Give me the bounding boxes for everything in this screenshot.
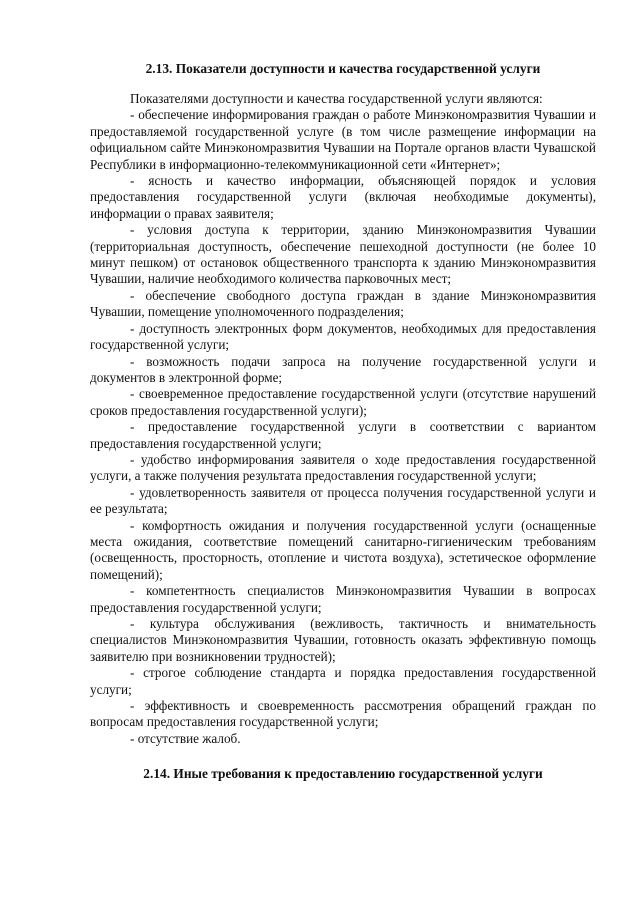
section-heading-2-13: 2.13. Показатели доступности и качества государственной услуги (145, 61, 541, 76)
list-item: - обеспечение информирования граждан о работе Минэкономразвития Чувашии и предоставляемой государственной услуге (в том числе размещение информации на официальном сайте Минэкономразвития Чувашии на Портале органов власти Чувашской Республики в информационно-телекоммуникационной сети «Интернет»; (90, 107, 596, 172)
list-item: - отсутствие жалоб. (130, 730, 241, 746)
list-item: - обеспечение свободного доступа граждан в здание Минэкономразвития Чувашии, помещение уполномоченного подразделения; (90, 287, 596, 320)
list-item: - удовлетворенность заявителя от процесса получения государственной услуги и ее результата; (90, 484, 596, 517)
list-item: - своевременное предоставление государственной услуги (отсутствие нарушений сроков предоставления государственной услуги); (90, 386, 596, 418)
list-item: - условия доступа к территории, зданию Минэкономразвития Чувашии (территориальная доступность, обеспечение пешеходной доступности (не более 10 минут пешком) от остановок общественного транспорта к зданию Минэкономразвития Чувашии, наличие необходимого количества парковочных мест; (90, 222, 596, 287)
list-item: - культура обслуживания (вежливость, тактичность и внимательность специалистов Минэкономразвития Чувашии, готовность оказать эффективную помощь заявителю при возникновении трудностей); (90, 616, 596, 664)
list-item: - комфортность ожидания и получения государственной услуги (оснащенные места ожидания, соответствие помещений санитарно-гигиеническим требованиям (освещенность, просторность, отопление и чистота воздуха), эстетическое оформление помещений); (90, 517, 596, 582)
intro-paragraph: Показателями доступности и качества государственной услуги являются: (130, 91, 543, 106)
list-item: - доступность электронных форм документов, необходимых для предоставления государственной услуги; (90, 320, 596, 353)
list-item: - предоставление государственной услуги в соответствии с вариантом предоставления государственной услуги; (90, 419, 596, 451)
list-item: - ясность и качество информации, объясняющей порядок и условия предоставления государственной услуги (включая необходимые документы), информации о правах заявителя; (90, 173, 596, 221)
list-item: - компетентность специалистов Минэкономразвития Чувашии в вопросах предоставления государственной услуги; (90, 583, 596, 615)
list-item: - эффективность и своевременность рассмотрения обращений граждан по вопросам предоставления государственной услуги; (90, 698, 596, 730)
list-item: - возможность подачи запроса на получение государственной услуги и документов в электронной форме; (90, 353, 596, 385)
list-item: - удобство информирования заявителя о ходе предоставления государственной услуги, а также получения результата предоставления государственной услуги; (90, 451, 596, 484)
list-item: - строгое соблюдение стандарта и порядка предоставления государственной услуги; (90, 665, 596, 697)
section-heading-2-14: 2.14. Иные требования к предоставлению государственной услуги (143, 766, 543, 782)
document-body (90, 60, 596, 782)
